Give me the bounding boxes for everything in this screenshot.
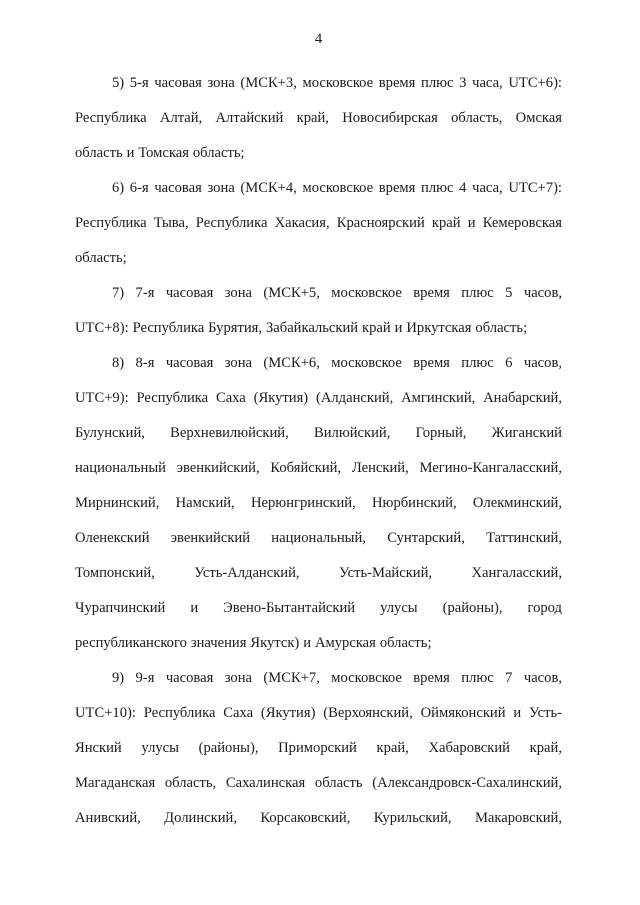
paragraph-zone-9 bbox=[75, 661, 562, 836]
page-number: 4 bbox=[314, 31, 323, 47]
text-line: область и Томская область; bbox=[75, 145, 245, 161]
document-body bbox=[75, 66, 562, 836]
text-line: Чурапчинский и Эвено-Бытантайский улусы (районы), город bbox=[75, 600, 562, 616]
text-line: 7) 7-я часовая зона (МСК+5, московское время плюс 5 часов, bbox=[112, 285, 562, 301]
text-line: Республика Тыва, Республика Хакасия, Красноярский край и Кемеровская bbox=[75, 215, 562, 231]
paragraph-zone-8 bbox=[75, 346, 562, 661]
text-line: Булунский, Верхневилюйский, Вилюйский, Горный, Жиганский bbox=[75, 425, 562, 441]
text-line: 9) 9-я часовая зона (МСК+7, московское время плюс 7 часов, bbox=[112, 670, 562, 686]
text-line: национальный эвенкийский, Кобяйский, Ленский, Мегино-Кангаласский, bbox=[75, 460, 562, 476]
paragraph-zone-7 bbox=[75, 276, 562, 346]
text-line: Республика Алтай, Алтайский край, Новосибирская область, Омская bbox=[75, 110, 562, 126]
text-line: UTC+9): Республика Саха (Якутия) (Алданский, Амгинский, Анабарский, bbox=[75, 390, 562, 406]
paragraph-zone-5 bbox=[75, 66, 562, 171]
paragraph-zone-6 bbox=[75, 171, 562, 276]
text-line: Томпонский, Усть-Алданский, Усть-Майский, Хангаласский, bbox=[75, 565, 562, 581]
text-line: 6) 6-я часовая зона (МСК+4, московское время плюс 4 часа, UTC+7): bbox=[112, 180, 562, 196]
text-line: Оленекский эвенкийский национальный, Сунтарский, Таттинский, bbox=[75, 530, 562, 546]
text-line: республиканского значения Якутск) и Амурская область; bbox=[75, 635, 432, 651]
text-line: Анивский, Долинский, Корсаковский, Курильский, Макаровский, bbox=[75, 810, 562, 826]
text-line: 5) 5-я часовая зона (МСК+3, московское время плюс 3 часа, UTC+6): bbox=[112, 75, 562, 91]
text-line: Мирнинский, Намский, Нерюнгринский, Нюрбинский, Олекминский, bbox=[75, 495, 562, 511]
text-line: Магаданская область, Сахалинская область (Александровск-Сахалинский, bbox=[75, 775, 562, 791]
text-line: UTC+10): Республика Саха (Якутия) (Верхоянский, Оймяконский и Усть- bbox=[75, 705, 562, 721]
text-line: область; bbox=[75, 250, 127, 266]
text-line: Янский улусы (районы), Приморский край, Хабаровский край, bbox=[75, 740, 562, 756]
text-line: 8) 8-я часовая зона (МСК+6, московское время плюс 6 часов, bbox=[112, 355, 562, 371]
text-line: UTC+8): Республика Бурятия, Забайкальский край и Иркутская область; bbox=[75, 320, 528, 336]
